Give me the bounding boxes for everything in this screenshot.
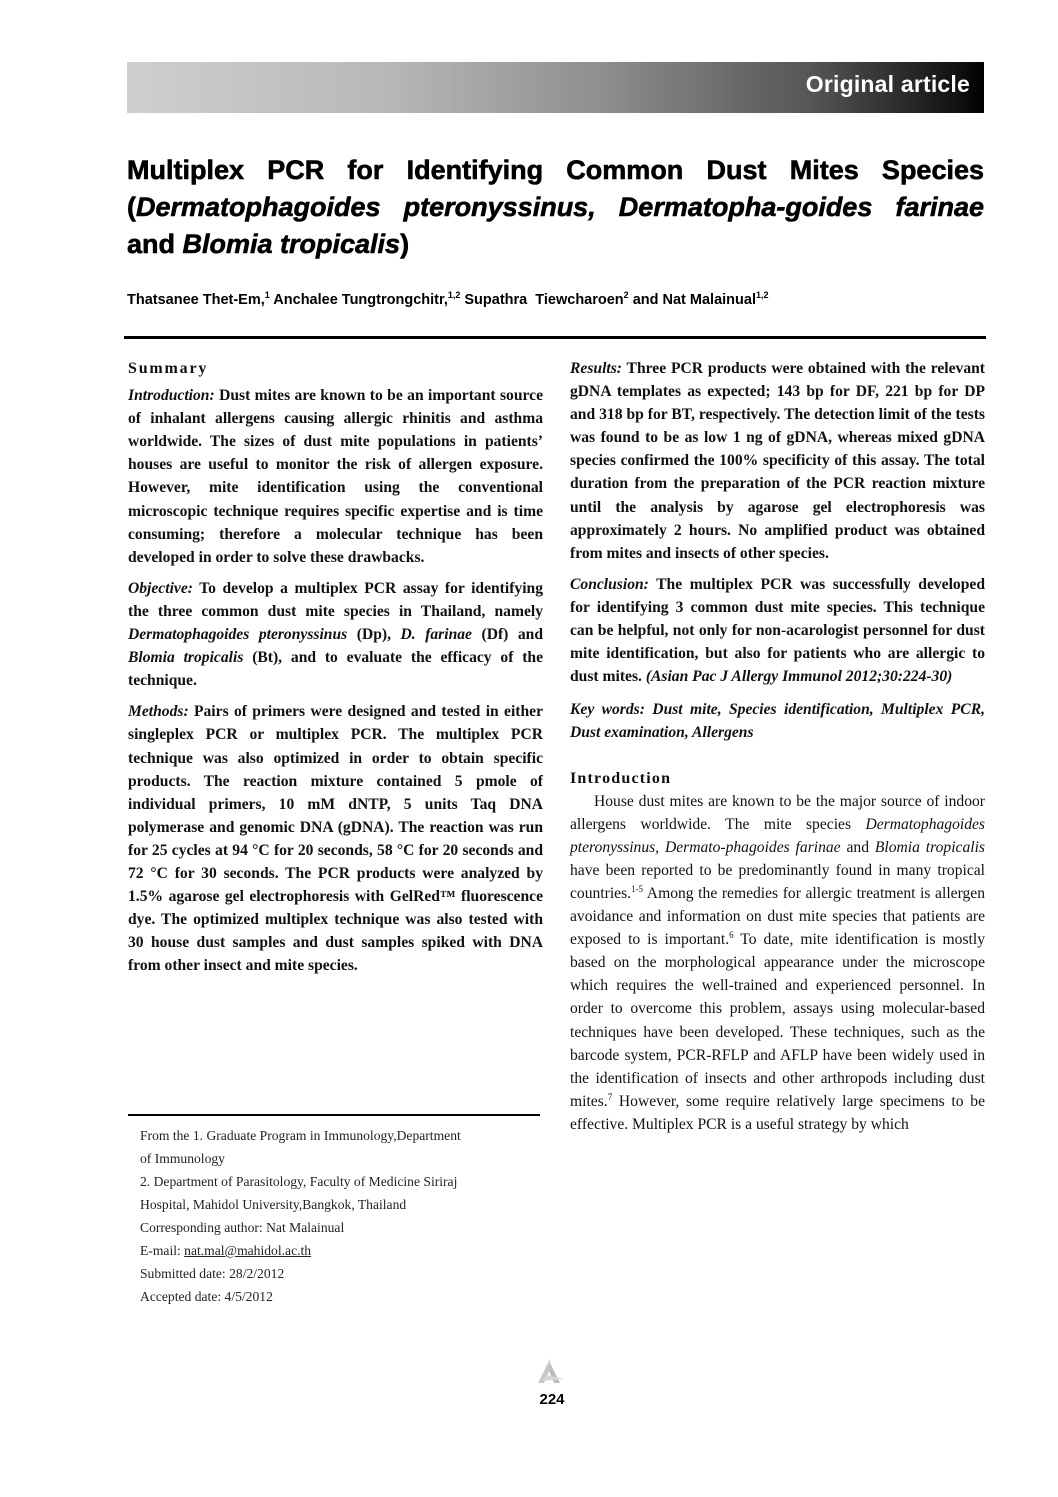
section-text: The multiplex PCR was successfully developed for identifying 3 common dust mite species. This technique can be helpful, not only for non-acarologist personnel for dust mite identification, but also for patients who are allergic to dust mites. (570, 575, 985, 686)
submitted-date: Submitted date: 28/2/2012 (140, 1266, 285, 1281)
summary-column-right (570, 357, 985, 1144)
summary-methods (128, 700, 543, 977)
header-divider (124, 336, 986, 339)
citation: (Asian Pac J Allergy Immunol 2012;30:224-30) (645, 668, 953, 686)
author-affiliation: 1 (264, 290, 270, 300)
body-text: and (840, 838, 875, 856)
author: Anchalee Tungtrongchitr, (273, 291, 448, 308)
article-type-banner (127, 62, 984, 113)
footnote-line: 2. Department of Parasitology, Faculty of Medicine Siriraj (140, 1174, 458, 1189)
author: and Nat Malainual (632, 291, 756, 308)
section-text: Three PCR products were obtained with the relevant gDNA templates as expected; 143 bp for DF, 221 bp for DP and 318 bp for BT, respectively. The detection limit of the tests was found to be as low 1 ng of gDNA, whereas mixed gDNA species confirmed the 100% specificity of this assay. The total duration from the preparation of the PCR reaction mixture until the analysis by agarose gel electrophoresis was approximately 2 hours. No amplified product was obtained from mites and insects of other species. (570, 360, 985, 562)
author-affiliation: 2 (623, 290, 629, 300)
email-link[interactable]: nat.mal@mahidol.ac.th (184, 1243, 312, 1258)
page-number: 224 (539, 1391, 565, 1408)
section-text: (Df) and (471, 626, 544, 644)
title-species-dermatophagoides: Dermatophagoides pteronyssinus, Dermatopha-goides farinae (136, 192, 984, 222)
section-text: To develop a multiplex PCR assay for identifying the three common dust mite species in Thailand, namely (128, 579, 543, 620)
footnote-line: Hospital, Mahidol University,Bangkok, Thailand (140, 1197, 407, 1212)
species-name: Dermatophagoides pteronyssinus, Dermato-phagoides farinae (570, 815, 985, 856)
section-text: Dust mites are known to be an important source of inhalant allergens causing allergic rhinitis and asthma worldwide. The sizes of dust mite populations in patients’ houses are useful to monitor the risk of allergen exposure. However, mite identification using the conventional microscopic technique requires specific expertise and is time consuming; therefore a molecular technique has been developed in order to solve these drawbacks. (128, 387, 543, 566)
footnote-divider (128, 1114, 540, 1116)
article-type-label: Original article (805, 71, 970, 97)
body-text: Among the remedies for allergic treatment is allergen avoidance and information on dust mite species that patients are exposed to is important. (570, 884, 985, 949)
body-text: have been reported to be predominantly found in many tropical countries. (570, 861, 985, 902)
species-name: Blomia tropicalis (128, 649, 244, 667)
author-list (127, 290, 984, 308)
summary-conclusion (570, 573, 985, 688)
author-affiliation: 1,2 (447, 290, 461, 300)
keywords-label: Key words: (570, 701, 645, 719)
summary-objective (128, 577, 543, 692)
title-close: ) (400, 229, 410, 259)
species-name: Dermatophagoides pteronyssinus (128, 626, 348, 644)
section-label: Methods: (128, 703, 189, 721)
section-text: (Dp), (347, 626, 401, 644)
keywords-text: Dust mite, Species identification, Multiplex PCR, Dust examination, Allergens (570, 701, 985, 742)
accepted-date: Accepted date: 4/5/2012 (140, 1289, 273, 1304)
body-text: To date, mite identification is mostly based on the morphological appearance under the microscope which requires the well-trained and experienced personnel. In order to overcome this problem, assays using molecular-based techniques have been developed. These techniques, such as the barcode system, PCR-RFLP and AFLP have been widely used in the identification of insects and other arthropods including dust mites. (570, 931, 985, 1110)
title-text: Multiplex PCR for Identifying Common Dust Mites Species ( (127, 155, 984, 222)
corresponding-author: Corresponding author: Nat Malainual (140, 1220, 345, 1235)
summary-introduction (128, 384, 543, 569)
title-and: and (127, 229, 183, 259)
section-label: Results: (570, 360, 622, 377)
species-name: Blomia tropicalis (874, 838, 985, 856)
section-label: Introduction: (128, 387, 215, 405)
footnote-line: From the 1. Graduate Program in Immunology,Department (140, 1128, 461, 1143)
section-text: Pairs of primers were designed and tested in either singleplex PCR or multiplex PCR. The multiplex PCR technique was also optimized in order to obtain specific products. The reaction mixture contained 5 pmole of individual primers, 10 mM dNTP, 5 units Taq DNA polymerase and genomic DNA (gDNA). The reaction was run for 25 cycles at 94 °C for 20 seconds, 58 °C for 20 seconds and 72 °C for 30 seconds. The PCR products were analyzed by 1.5% agarose gel electrophoresis with GelRed™ fluorescence dye. The optimized multiplex technique was also tested with 30 house dust samples and dust samples spiked with DNA from other insect and mite species. (128, 703, 543, 975)
introduction-heading: Introduction (570, 769, 672, 787)
reference-marker[interactable]: 1-5 (631, 883, 644, 894)
author: Supathra Tiewcharoen (464, 291, 624, 308)
summary-results (570, 357, 985, 565)
reference-marker[interactable]: 6 (729, 929, 734, 940)
summary-heading: Summary (128, 360, 209, 377)
email-label: E-mail: (140, 1243, 185, 1258)
journal-logo-icon (530, 1357, 570, 1385)
title-species-blomia: Blomia tropicalis (182, 229, 401, 259)
reference-marker[interactable]: 7 (607, 1091, 613, 1102)
summary-column-left (128, 357, 543, 985)
affiliation-footnotes (140, 1124, 540, 1308)
introduction-body (570, 790, 985, 1136)
section-label: Conclusion: (570, 575, 649, 593)
footnote-line: of Immunology (140, 1151, 225, 1166)
section-text: (Bt), and to evaluate the efficacy of the technique. (128, 649, 543, 690)
species-name: D. farinae (400, 626, 472, 644)
author-affiliation: 1,2 (756, 290, 769, 300)
body-text: House dust mites are known to be the major source of indoor allergens worldwide. The mite species (570, 792, 985, 833)
keywords (570, 698, 985, 744)
email-line (140, 1239, 540, 1262)
article-title (127, 152, 984, 263)
author: Thatsanee Thet-Em, (127, 291, 265, 308)
body-text: However, some require relatively large specimens to be effective. Multiplex PCR is a useful strategy by which (570, 1092, 985, 1133)
section-label: Objective: (128, 579, 193, 597)
